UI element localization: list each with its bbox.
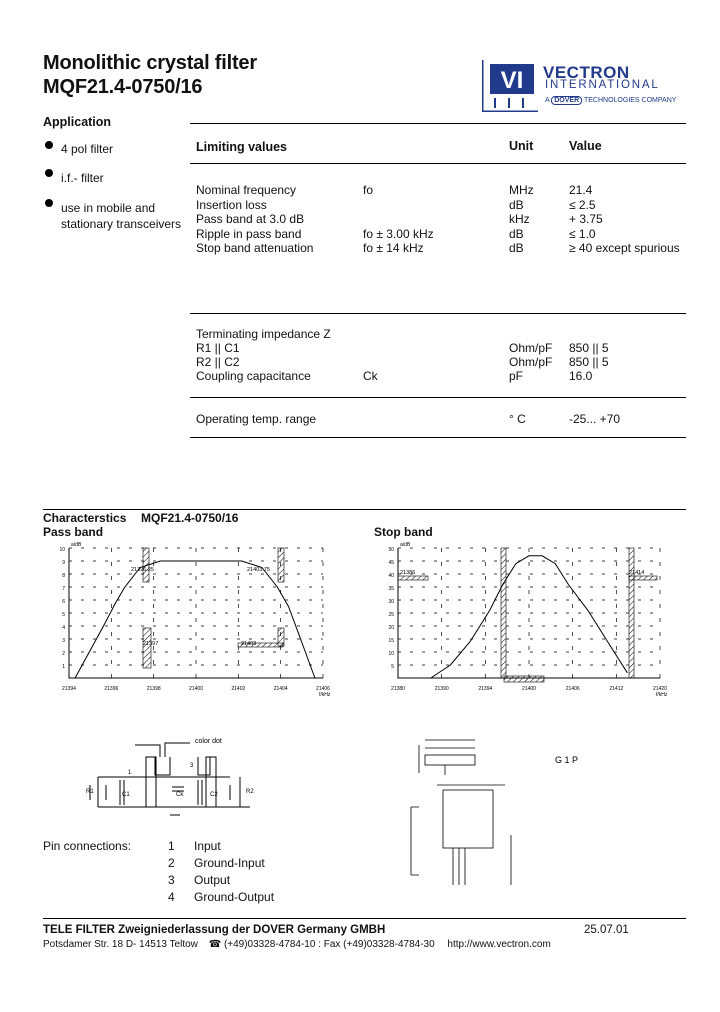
mask-zone [504, 676, 544, 682]
y-tick-label: 5 [62, 612, 65, 618]
param-value: ≤ 1.0 [569, 226, 596, 241]
pin-4-name: Ground-Output [194, 890, 275, 904]
param-symbol: Ck [363, 369, 378, 383]
pin-3-name: Output [194, 873, 231, 887]
table-row [196, 227, 696, 242]
vectron-logo-mark [482, 60, 538, 112]
title-line1: Monolithic crystal filter [43, 52, 257, 74]
pin-1-number: 1 [168, 839, 175, 853]
x-tick-label: 21380 [391, 686, 405, 692]
y-tick-label: 3 [62, 638, 65, 644]
x-tick-label: 21412 [609, 686, 624, 692]
table-bottom-rule [190, 437, 686, 438]
annotation-label: 21397 [143, 641, 159, 647]
passband-chart [43, 538, 343, 713]
bullet-icon [45, 169, 53, 177]
table-header-rule [190, 163, 686, 164]
param-unit: Ohm/pF [509, 341, 553, 355]
application-item-3-line2: stationary transceivers [61, 217, 182, 231]
footer-address: Potsdamer Str. 18 D- 14513 Teltow [43, 939, 198, 950]
table-top-rule [190, 123, 686, 124]
mask-zone [398, 576, 428, 580]
param-name: Stop band attenuation [196, 241, 314, 255]
param-name: R2 || C2 [196, 355, 240, 369]
y-tick-label: 10 [59, 547, 65, 553]
mask-zone [629, 576, 657, 580]
bullet-icon [45, 141, 53, 149]
param-value: 850 || 5 [569, 355, 609, 369]
y-axis-label: a/dB [71, 542, 82, 548]
logo-sub: INTERNATIONAL [545, 79, 660, 91]
pin-4-number: 4 [168, 890, 175, 904]
mask-zone [143, 628, 151, 668]
y-tick-label: 40 [388, 573, 394, 579]
application-heading: Application [43, 115, 112, 129]
param-value: 21.4 [569, 183, 593, 197]
param-name: Operating temp. range [196, 412, 317, 426]
y-tick-label: 5 [391, 664, 394, 670]
param-value: 850 || 5 [569, 341, 609, 355]
x-tick-label: 21402 [231, 686, 246, 692]
param-unit: kHz [509, 212, 530, 226]
y-tick-label: 10 [388, 651, 394, 657]
phone-icon: ☎ [208, 939, 222, 950]
table-row [196, 327, 696, 342]
y-tick-label: 8 [62, 573, 65, 579]
x-tick-label: 21390 [434, 686, 449, 692]
param-value: ≥ 40 except spurious [569, 241, 680, 255]
param-symbol: fo ± 14 kHz [363, 241, 424, 255]
value-header: Value [569, 139, 602, 153]
param-name: Ripple in pass band [196, 226, 302, 241]
param-name: Pass band at 3.0 dB [196, 212, 305, 226]
logo-mark-text: VI [500, 67, 524, 94]
logo-tagline-prefix: A [545, 97, 550, 104]
mask-zone [629, 548, 634, 678]
ck-label: Ck [176, 792, 184, 798]
param-unit: Ohm/pF [509, 355, 553, 369]
footer-address-line [43, 939, 551, 950]
y-tick-label: 50 [388, 547, 394, 553]
x-tick-label: 21394 [62, 686, 76, 692]
table-row [196, 341, 696, 356]
x-tick-label: 21406 [316, 686, 330, 692]
param-name: Coupling capacitance [196, 369, 311, 383]
param-name: Insertion loss [196, 197, 267, 212]
logo-tagline [545, 97, 676, 104]
y-axis-label: a/dB [400, 542, 411, 548]
table-row [196, 198, 696, 213]
application-item-1: 4 pol filter [61, 142, 114, 156]
param-value: 16.0 [569, 369, 593, 383]
application-item-3-line1: use in mobile and [61, 201, 156, 215]
param-value: -25... +70 [569, 412, 621, 426]
pin-2-name: Ground-Input [194, 856, 265, 870]
limits-heading: Limiting values [196, 140, 287, 154]
pin-1-name: Input [194, 839, 221, 853]
table-row [196, 369, 696, 384]
footer-date: 25.07.01 [584, 924, 629, 936]
table-row [196, 355, 696, 370]
title-line2: MQF21.4-0750/16 [43, 76, 203, 98]
logo-tagline-suffix: TECHNOLOGIES COMPANY [583, 97, 677, 104]
characteristics-model: MQF21.4-0750/16 [141, 511, 239, 525]
mask-zone [278, 628, 284, 646]
param-value: ≤ 2.5 [569, 197, 596, 212]
pin-1-label: 1 [128, 770, 132, 776]
unit-header: Unit [509, 139, 534, 153]
y-tick-label: 20 [388, 625, 394, 631]
mask-zone [278, 548, 284, 582]
dover-badge: DOVER [551, 96, 582, 105]
r1-label: R1 [86, 789, 94, 795]
y-tick-label: 9 [62, 560, 65, 566]
table-row [196, 412, 696, 427]
pin-3-number: 3 [168, 873, 175, 887]
param-name: Terminating impedance Z [196, 327, 331, 341]
y-tick-label: 45 [388, 560, 394, 566]
x-tick-label: 21400 [522, 686, 536, 692]
param-name: R1 || C1 [196, 341, 240, 355]
param-unit: pF [509, 369, 524, 383]
footer-rule [43, 918, 686, 919]
mask-zone [501, 548, 506, 678]
characteristics-heading: Characterstics [43, 511, 127, 525]
annotation-label: 21396.25 [131, 567, 154, 573]
y-tick-label: 2 [62, 651, 65, 657]
x-axis-label: f/kHz [656, 692, 668, 698]
table-mid-rule-2 [190, 397, 686, 398]
x-tick-label: 21398 [146, 686, 161, 692]
characteristics-rule [43, 509, 686, 510]
stopband-title: Stop band [374, 525, 433, 539]
stopband-chart [374, 538, 684, 713]
y-tick-label: 35 [388, 586, 394, 592]
table-row [196, 212, 696, 227]
param-unit: dB [509, 241, 524, 255]
y-tick-label: 6 [62, 599, 65, 605]
pin-connections-heading: Pin connections: [43, 839, 132, 853]
table-mid-rule [190, 313, 686, 314]
x-tick-label: 21404 [273, 686, 288, 692]
pin-3-label: 3 [190, 763, 194, 769]
annotation-label: 21414 [629, 570, 645, 576]
x-tick-label: 21396 [104, 686, 119, 692]
annotation-label: 21403.75 [247, 567, 270, 573]
bullet-icon [45, 199, 53, 207]
param-unit: dB [509, 197, 524, 212]
param-unit: ° C [509, 412, 526, 426]
c2-label: C2 [210, 792, 218, 798]
annotation-label: 21386 [400, 570, 416, 576]
passband-title: Pass band [43, 525, 104, 539]
c1-label: C1 [122, 792, 130, 798]
package-label: G 1 P [555, 755, 579, 765]
y-tick-label: 1 [62, 664, 65, 670]
table-row [196, 241, 696, 256]
y-tick-label: 25 [388, 612, 394, 618]
param-value: + 3.75 [569, 212, 603, 226]
application-item-2: i.f.- filter [61, 171, 104, 185]
footer-company: TELE FILTER Zweigniederlassung der DOVER Germany GMBH [43, 924, 386, 936]
x-tick-label: 21420 [653, 686, 667, 692]
y-tick-label: 7 [62, 586, 65, 592]
x-tick-label: 21406 [565, 686, 580, 692]
footer-web[interactable]: http://www.vectron.com [447, 939, 551, 950]
circuit-diagram [80, 735, 280, 830]
param-symbol: fo [363, 183, 374, 197]
logo-name: VECTRON [543, 63, 630, 82]
y-tick-label: 15 [388, 638, 394, 644]
x-tick-label: 21394 [478, 686, 493, 692]
x-axis-label: f/kHz [319, 692, 331, 698]
color-dot-label: color dot [195, 738, 222, 745]
pin-2-number: 2 [168, 856, 175, 870]
table-row [196, 183, 696, 198]
x-tick-label: 21400 [189, 686, 203, 692]
package-drawing [405, 735, 595, 885]
y-tick-label: 30 [388, 599, 394, 605]
param-unit: dB [509, 226, 524, 241]
annotation-label: 21403 [241, 641, 257, 647]
param-symbol: fo ± 3.00 kHz [363, 226, 434, 241]
y-tick-label: 4 [62, 625, 65, 631]
chart-axes [398, 548, 660, 678]
param-unit: MHz [509, 183, 534, 197]
footer-phone: (+49)03328-4784-10 : Fax (+49)03328-4784-30 [223, 939, 435, 950]
r2-label: R2 [246, 789, 254, 795]
param-name: Nominal frequency [196, 183, 297, 197]
